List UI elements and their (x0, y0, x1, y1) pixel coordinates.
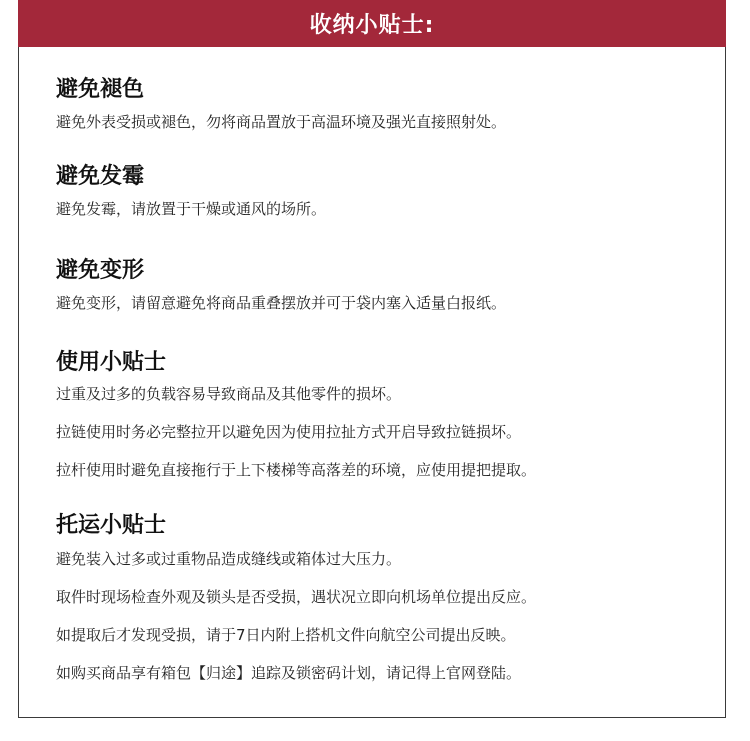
section-text: 拉杆使用时避免直接拖行于上下楼梯等高落差的环境，应使用提把提取。 (56, 461, 537, 479)
section-text: 过重及过多的负载容易导致商品及其他零件的损坏。 (56, 385, 402, 403)
section-text: 避免发霉，请放置于干燥或通风的场所。 (56, 200, 327, 218)
section-text: 避免装入过多或过重物品造成缝线或箱体过大压力。 (56, 550, 402, 568)
section-avoid-mold (56, 163, 705, 219)
section-title: 托运小贴士 (56, 513, 167, 538)
section-title: 避免变形 (56, 258, 145, 283)
section-avoid-deformation (56, 257, 705, 313)
section-text: 避免变形，请留意避免将商品重叠摆放并可于袋内塞入适量白报纸。 (56, 294, 507, 312)
section-title: 避免褪色 (56, 77, 145, 102)
header-title: 收纳小贴士: (309, 13, 435, 38)
section-usage-tips (56, 349, 705, 480)
section-text: 如提取后才发现受损，请于7日内附上搭机文件向航空公司提出反映。 (56, 626, 516, 644)
header-banner (18, 0, 726, 47)
section-checkin-tips (56, 512, 705, 683)
section-text: 取件时现场检查外观及锁头是否受损，遇状况立即向机场单位提出反应。 (56, 588, 537, 606)
section-text: 拉链使用时务必完整拉开以避免因为使用拉扯方式开启导致拉链损坏。 (56, 423, 522, 441)
section-text: 如购买商品享有箱包【归途】追踪及锁密码计划，请记得上官网登陆。 (56, 664, 522, 682)
section-avoid-fading (56, 76, 705, 132)
section-text: 避免外表受损或褪色，勿将商品置放于高温环境及强光直接照射处。 (56, 113, 507, 131)
section-title: 使用小贴士 (56, 350, 167, 375)
section-title: 避免发霉 (56, 164, 145, 189)
tips-card (18, 0, 726, 718)
